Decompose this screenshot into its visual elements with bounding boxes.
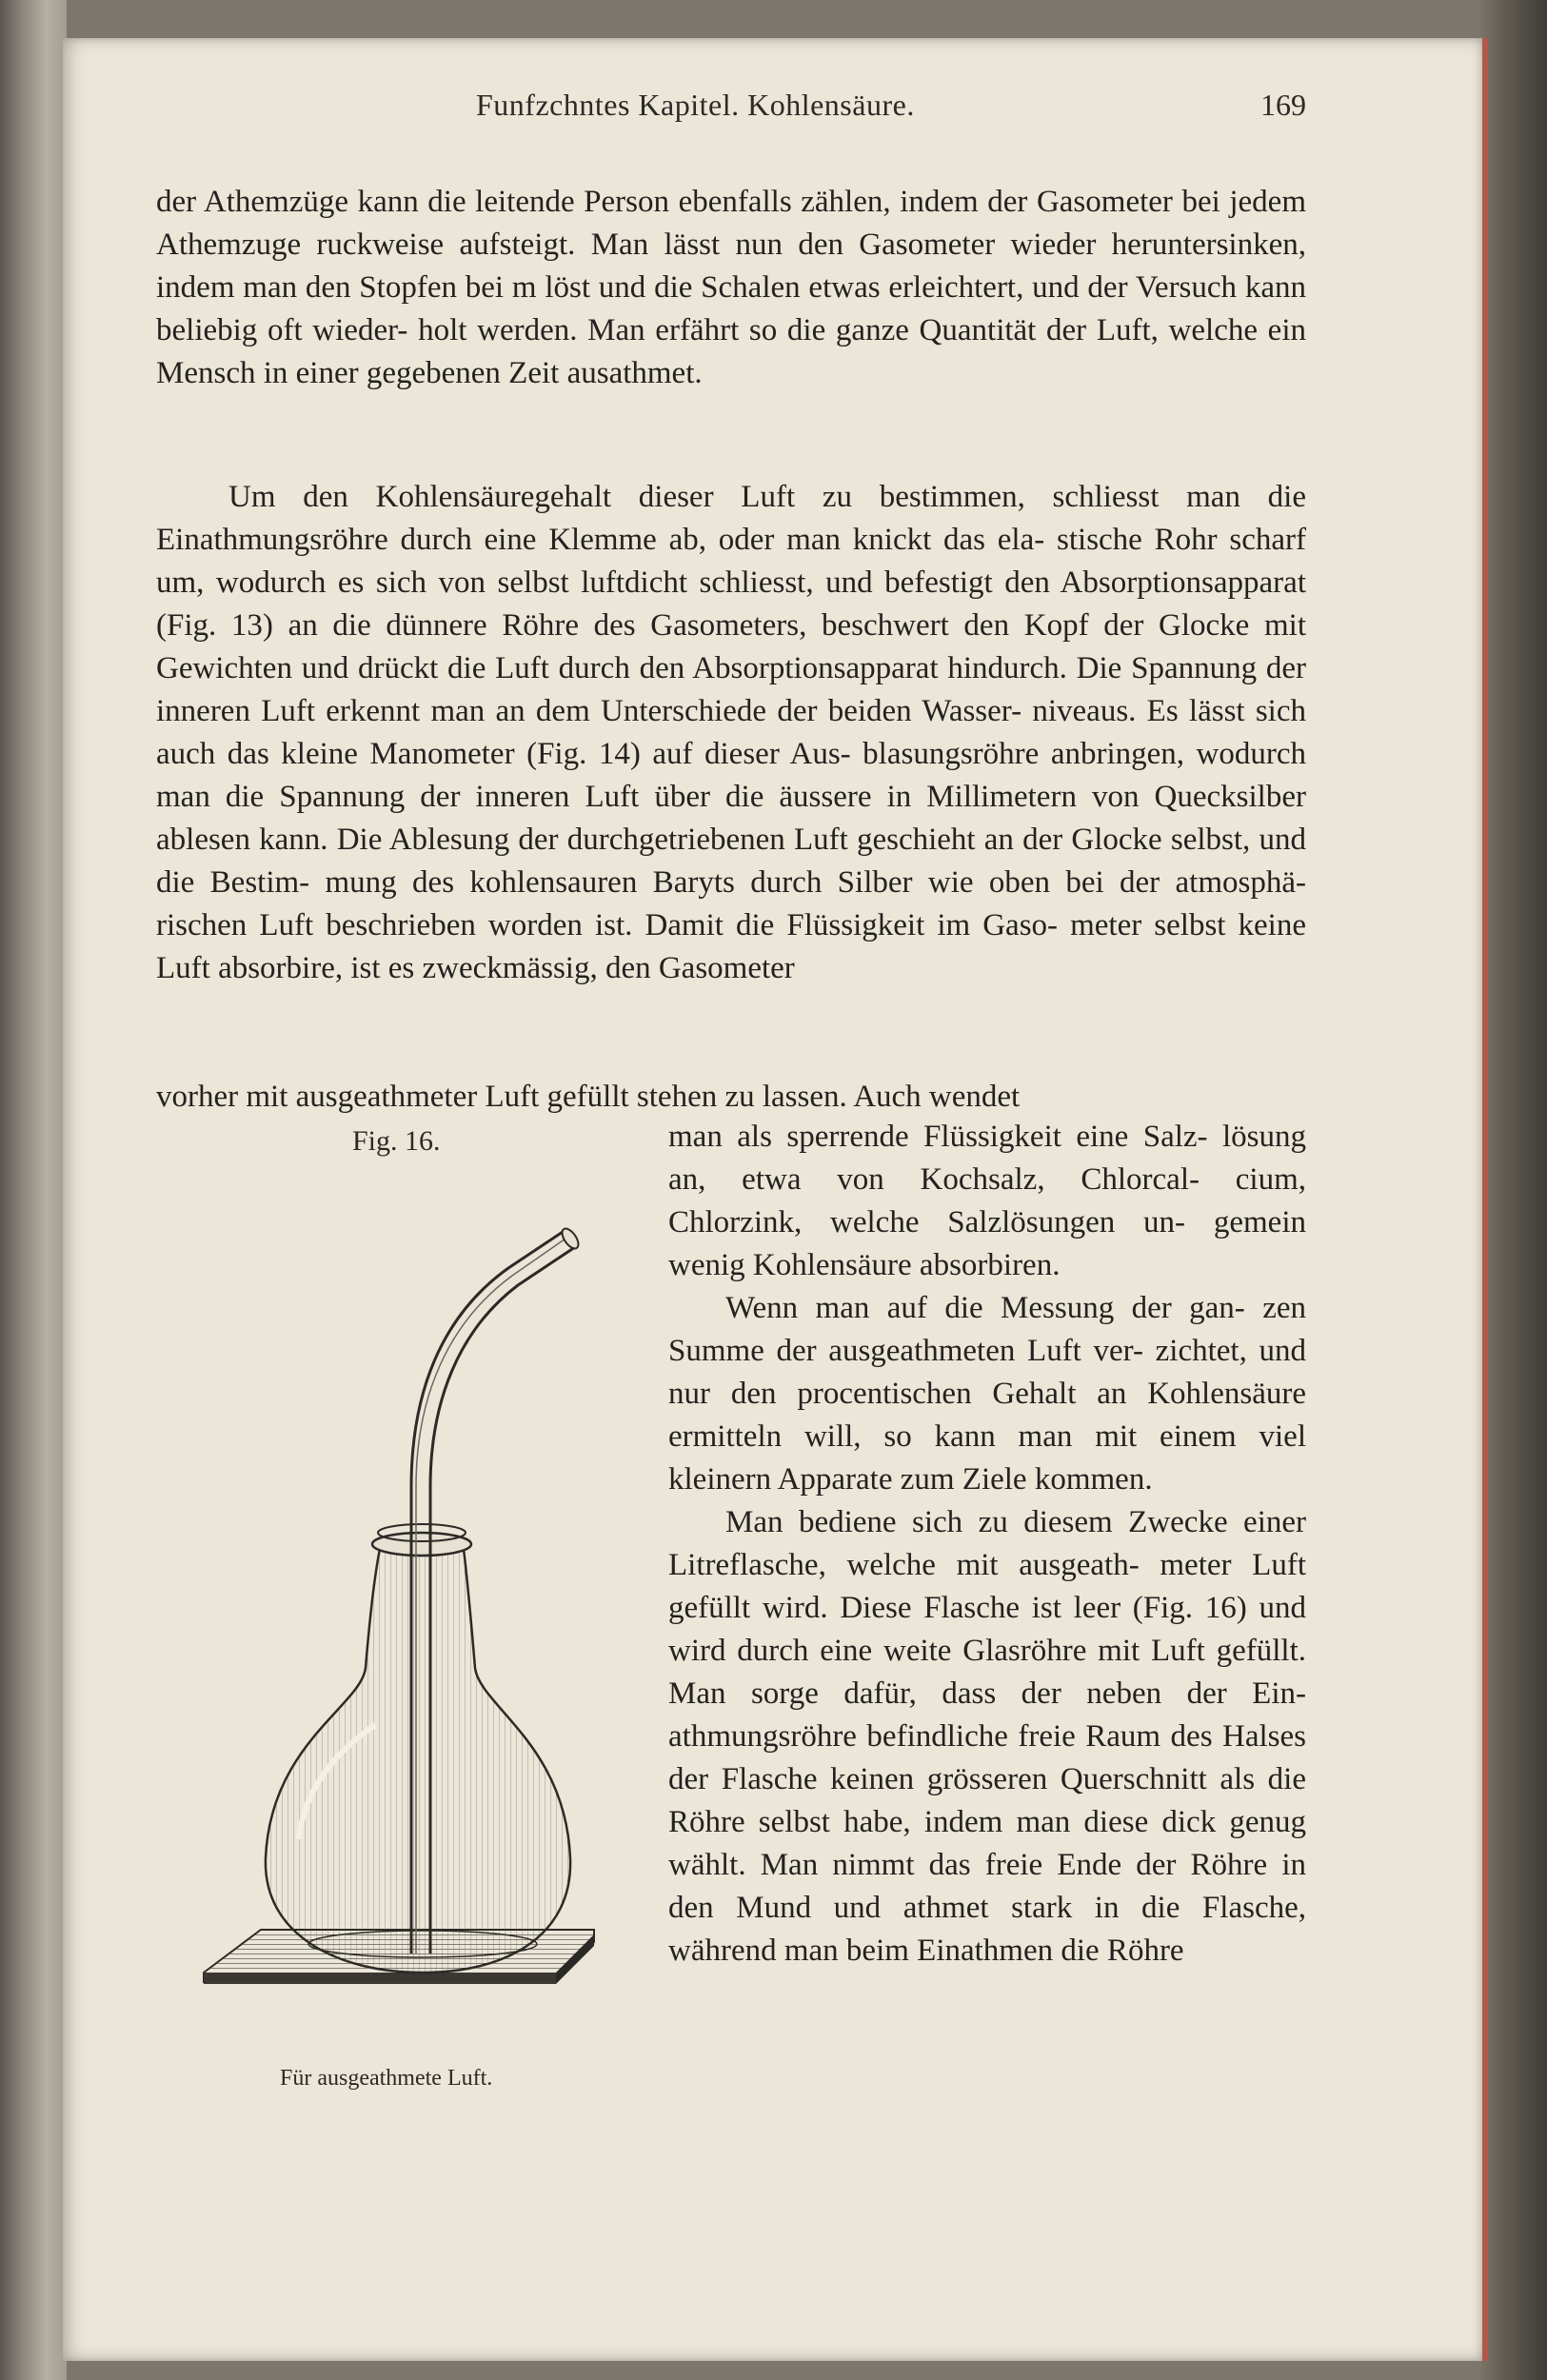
paragraph-2 [156, 476, 1306, 990]
running-header [152, 88, 1306, 129]
figure-caption: Für ausgeathmete Luft. [280, 2066, 493, 2091]
figure-16 [156, 1116, 651, 2106]
book-edge-right [1480, 0, 1547, 2380]
figure-label: Fig. 16. [352, 1125, 441, 1157]
paragraph-text: der Athemzüge kann die leitende Person ebenfalls zählen, indem der Gasometer bei jedem Athemzuge ruckweise aufsteigt. Man lässt nun den Gasometer wieder heruntersinken, indem man den Stopfen bei m löst und die Schalen etwas erleichtert, und der Versuch kann beliebig oft wieder- holt werden. Man erfährt so die ganze Quantität der Luft, welche ein Mensch in einer gegebenen Zeit ausathmet. [156, 185, 1306, 390]
paragraph-1 [156, 181, 1306, 395]
paragraph-text: Um den Kohlensäuregehalt dieser Luft zu bestimmen, schliesst man die Einathmungsröhre durch eine Klemme ab, oder man knickt das ela- stische Rohr scharf um, wodurch es sich von selbst luftdicht schliesst, und befestigt den Absorptionsapparat (Fig. 13) an die dünnere Röhre des Gasometers, beschwert den Kopf der Glocke mit Gewichten und drückt die Luft durch den Absorptionsapparat hindurch. Die Spannung der inneren Luft erkennt man an dem Unterschiede der beiden Wasser- niveaus. Es lässt sich auch das kleine Manometer (Fig. 14) auf dieser Aus- blasungsröhre anbringen, wodurch man die Spannung der inneren Luft über die äussere in Millimetern von Quecksilber ablesen kann. Die Ablesung der durchgetriebenen Luft geschieht an der Glocke selbst, und die Bestim- mung des kohlensauren Baryts durch Silber wie oben bei der atmosphä- rischen Luft beschrieben worden ist. Damit die Flüssigkeit im Gaso- meter selbst keine Luft absorbire, ist es zweckmässig, den Gasometer [156, 480, 1306, 985]
paragraph-text: vorher mit ausgeathmeter Luft gefüllt stehen zu lassen. Auch wendet [156, 1080, 1021, 1114]
paragraph-2-last-line [156, 1076, 1306, 1119]
page-number: 169 [1260, 88, 1306, 122]
paragraph-text: Wenn man auf die Messung der gan- zen Summe der ausgeathmeten Luft ver- zichtet, und nur den procentischen Gehalt an Kohlensäure ermitteln will, so kann man mit einem viel kleinern Apparate zum Ziele kommen. [668, 1291, 1306, 1497]
chapter-title: Funfzchntes Kapitel. Kohlensäure. [476, 88, 915, 122]
right-column-text [668, 1116, 1306, 1973]
paragraph-text: man als sperrende Flüssigkeit eine Salz- lösung an, etwa von Kochsalz, Chlorcal- cium, Chlorzink, welche Salzlösungen un- gemein wenig Kohlensäure absorbiren. [668, 1120, 1306, 1282]
page-red-edge [1482, 38, 1488, 2361]
paragraph-text: Man bediene sich zu diesem Zwecke einer Litreflasche, welche mit ausgeath- meter Luft gefüllt wird. Diese Flasche ist leer (Fig. 16) und wird durch eine weite Glasröhre mit Luft gefüllt. Man sorge dafür, dass der neben der Ein- athmungsröhre befindliche freie Raum des Halses der Flasche keinen grösseren Querschnitt als die Röhre selbst habe, indem man diese dick genug wählt. Man nimmt das freie Ende der Röhre in den Mund und athmet stark in die Flasche, während man beim Einathmen die Röhre [668, 1505, 1306, 1968]
book-binding-left [0, 0, 67, 2380]
flask-illustration [185, 1173, 604, 2049]
